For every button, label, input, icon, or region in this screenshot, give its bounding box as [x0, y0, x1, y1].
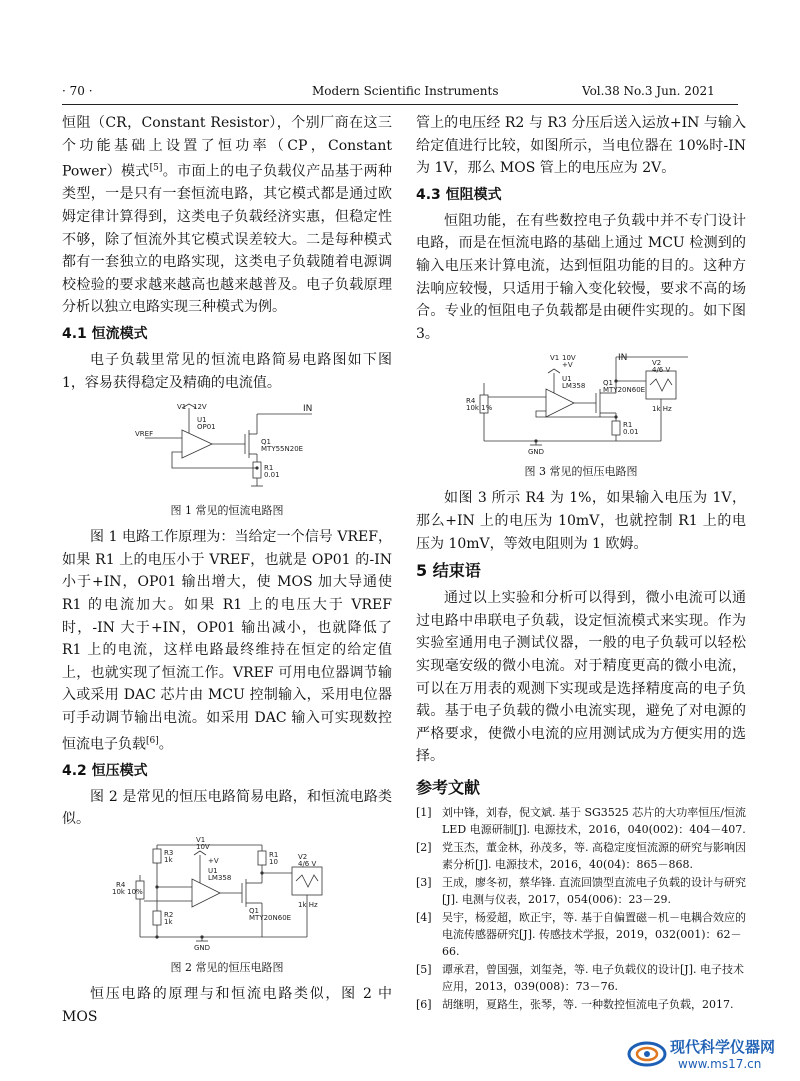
fig3-u1-part: LM358: [562, 382, 586, 391]
reference-item: [2] 党玉杰，董金林，孙茂多，等. 高稳定度恒流源的研究与影响因素分析[J]. 电源技术，2016，40(04)：865－868.: [416, 840, 746, 871]
section-heading-4-1: 4.1 恒流模式: [62, 326, 148, 342]
figure-3-caption: 图 3 常见的恒压电路图: [524, 465, 638, 479]
reference-item: [3] 王成，廖冬初，蔡华锋. 直流回馈型直流电子负载的设计与研究[J]. 电测与仪表，2017，054(006)：23－29.: [416, 875, 746, 906]
section-heading-4-3: 4.3 恒阻模式: [416, 186, 502, 203]
section-heading-4-2: 4.2 恒压模式: [62, 762, 148, 779]
fig3-r1-value: 0.01: [623, 428, 639, 437]
page-number: · 70 ·: [62, 84, 93, 98]
fig1-q1-label: Q1: [261, 438, 271, 447]
fig3-q1-part: MTY20N60E: [603, 386, 646, 395]
fig3-v2-label: V2: [652, 359, 662, 368]
fig3-r1-label: R1: [623, 421, 633, 430]
figure-2-constant-voltage-circuit: [62, 837, 392, 955]
fig2-freq: 1k Hz: [298, 900, 318, 909]
reference-item: [1] 刘中锋，刘春，倪文斌. 基于 SG3525 芯片的大功率恒压/恒流 LED 电源研制[J]. 电源技术，2016，040(002)：404－407.: [416, 805, 747, 836]
left-column: [62, 112, 392, 1028]
fig3-v1-value: 10V: [562, 354, 576, 363]
fig1-u1-part: OP01: [197, 423, 216, 432]
fig2-r4-label: R4: [116, 880, 126, 889]
fig2-v2-value: 4/6 V: [298, 859, 317, 868]
fig3-v2-value: 4/6 V: [652, 366, 671, 375]
fig1-r1-value: 0.01: [264, 471, 280, 480]
references-heading: 参考文献: [416, 777, 481, 797]
fig3-vplus: +V: [562, 361, 573, 370]
section-heading-5: 5 结束语: [416, 561, 481, 581]
right-column: [416, 112, 746, 1014]
fig3-u1-label: U1: [562, 375, 572, 384]
fig2-r2-label: R2: [164, 910, 174, 919]
paragraph: 恒压电路的原理与和恒流电路类似，图 2 中 MOS: [62, 985, 392, 1025]
fig2-v2-label: V2: [298, 852, 308, 861]
fig1-q1-part: MTY55N20E: [261, 445, 304, 454]
journal-name: Modern Scientific Instruments: [312, 84, 499, 98]
reference-item: [5] 谭承君，曾国强，刘玺尧，等. 电子负载仪的设计[J]. 电子技术应用，2013，039(008)：73－76.: [416, 962, 744, 993]
fig2-u1-label: U1: [208, 866, 218, 875]
fig2-q1-part: MTY20N60E: [249, 913, 292, 922]
fig1-v1-value: 12V: [193, 403, 207, 412]
site-watermark: [626, 1034, 791, 1076]
paragraph: 电子负载里常见的恒流电路简易电路图如下图1，容易获得稳定及精确的电流值。: [62, 352, 392, 391]
fig1-vref-label: VREF: [135, 430, 154, 439]
issue-info: Vol.38 No.3 Jun. 2021: [582, 84, 715, 98]
paragraph: 图 2 是常见的恒压电路简易电路，和恒流电路类似。: [62, 788, 392, 828]
fig1-r1-label: R1: [264, 464, 274, 473]
watermark-title: 现代科学仪器网: [670, 1038, 776, 1056]
fig3-r4-value: 10k 1%: [466, 404, 493, 413]
paragraph: 管上的电压经 R2 与 R3 分压后送入运放+IN 与输入给定值进行比较，如图所示，当电位器在 10%时-IN 为 1V，那么 MOS 管上的电压应为 2V。: [416, 115, 746, 177]
fig3-in-label: IN: [618, 353, 628, 364]
fig1-in-label: IN: [303, 404, 313, 415]
running-header: [0, 84, 800, 104]
reference-item: [4] 吴宇，杨爱超，欧正宇，等. 基于自偏置磁－机－电耦合效应的电流传感器研究[J]. 传感技术学报，2019，032(001)：62－66.: [416, 910, 746, 958]
fig2-r2-value: 1k: [164, 917, 173, 926]
circuit-diagram-3: [466, 351, 696, 459]
watermark-logo-icon: [626, 1034, 668, 1074]
paragraph: 恒阻功能，在有些数控电子负载中并不专门设计电路，而是在恒流电路的基础上通过 MCU 检测到的输入电压来计算电流，达到恒阻功能的目的。这种方法响应较慢，只适用于输入变化较慢，要求不高的场合。专业的恒阻电子负载都是由硬件实现的。如下图 3。: [416, 212, 746, 342]
fig2-r3-label: R3: [164, 848, 174, 857]
fig2-q1-label: Q1: [249, 906, 259, 915]
figure-2-caption: 图 2 常见的恒压电路图: [170, 960, 284, 974]
fig2-r1-label: R1: [269, 850, 279, 859]
fig3-freq: 1k Hz: [652, 405, 672, 414]
circuit-diagram-2: [112, 837, 342, 955]
fig2-r4-value: 10k 10%: [112, 887, 143, 896]
fig2-u1-part: LM358: [208, 873, 232, 882]
paragraph: 图 1 电路工作原理为：当给定一个信号 VREF，如果 R1 上的电压小于 VREF，也就是 OP01 的-IN 小于+IN，OP01 输出增大，使 MOS 加大导通使 R1 的电流加大。如果 R1 上的电压大于 VREF 时，-IN 大于+IN，OP01 输出减小，也就降低了 R1 上的电流，这样电路最终维持在恒定的给定值上，也就实现了恒流工作。VREF 可用电位器调节输入或采用 DAC 芯片由 MCU 控制输入，采用电位器可手动调节输出电流。如采用 DAC 输入可实现数控恒流电子负载[6]。: [62, 529, 392, 753]
paragraph: 恒阻（CR，Constant Resistor），个别厂商在这三个功能基础上设置了恒功率（CP，Constant Power）模式[5]。市面上的电子负载仪产品基于两种类型，一是只有一套恒流电路，其它模式都是通过欧姆定律计算得到，这类电子负载经济实惠，但稳定性不够，除了恒流外其它模式误差较大。二是每种模式都有一套独立的电路实现，这类电子负载随着电源调校检验的要求越来越高也越来越普及。电子负载原理分析以独立电路实现三种模式为例。: [62, 115, 393, 316]
fig3-q1-label: Q1: [603, 379, 613, 388]
fig2-r1-value: 10: [269, 857, 278, 866]
circuit-diagram-1: [127, 400, 327, 498]
reference-item: [6] 胡继明，夏路生，张琴，等. 一种数控恒流电子负载，2017.: [416, 997, 734, 1011]
header-rule: [62, 104, 738, 105]
fig2-r3-value: 1k: [164, 855, 173, 864]
fig3-v1-label: V1: [550, 354, 560, 363]
fig3-gnd: GND: [528, 448, 545, 457]
fig2-v1-label: V1: [196, 836, 206, 844]
fig1-v1-label: V1: [177, 403, 187, 412]
fig2-v1-value: 10V: [196, 842, 210, 851]
watermark-url: www.ms17.cn: [678, 1057, 762, 1071]
fig2-gnd: GND: [194, 943, 211, 952]
paragraph: 通过以上实验和分析可以得到，微小电流可以通过电路中串联电子负载，设定恒流模式来实现。作为实验室通用电子测试仪器，一般的电子负载可以轻松实现毫安级的微小电流。对于精度更高的微小电流，可以在万用表的观测下实现或是选择精度高的电子负载。基于电子负载的微小电流实现，避免了对电源的严格要求，使微小电流的应用测试成为方便实用的选择。: [416, 590, 746, 765]
fig3-r4-label: R4: [466, 397, 476, 406]
fig1-u1-label: U1: [197, 416, 207, 425]
reference-list: [416, 804, 746, 1013]
paragraph: 如图 3 所示 R4 为 1%，如果输入电压为 1V，那么+IN 上的电压为 10mV，也就控制 R1 上的电压为 10mV，等效电阻则为 1 欧姆。: [416, 490, 746, 552]
figure-3-constant-resistance-circuit: [416, 351, 746, 459]
figure-1-caption: 图 1 常见的恒流电路图: [170, 504, 284, 518]
figure-1-constant-current-circuit: [62, 400, 392, 498]
fig2-vplus: +V: [208, 856, 219, 865]
